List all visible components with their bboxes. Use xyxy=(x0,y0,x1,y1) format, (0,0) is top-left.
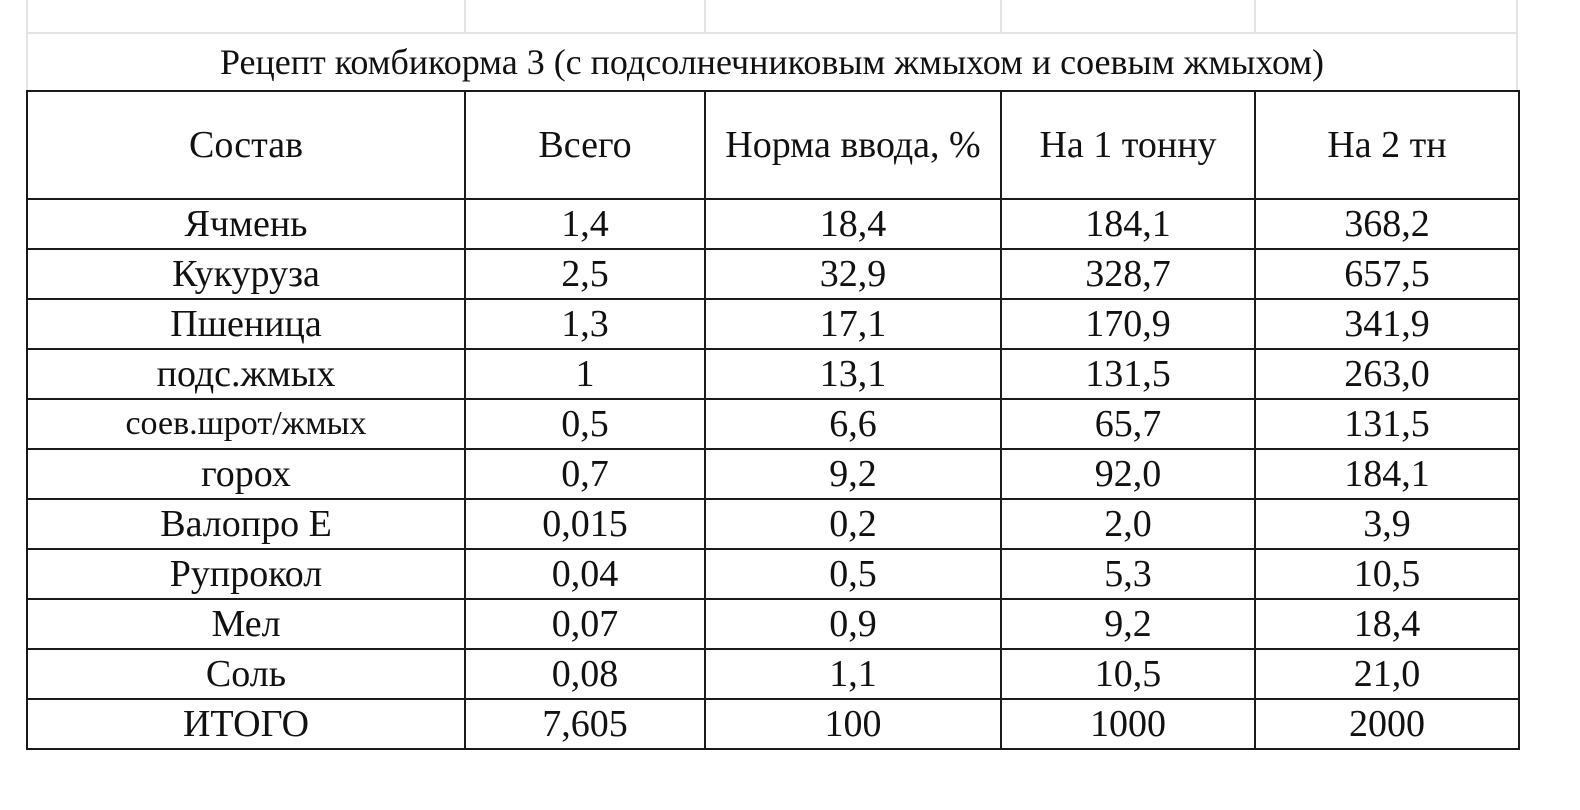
column-header-composition[interactable]: Состав xyxy=(27,91,465,199)
column-header-per-tonne[interactable]: На 1 тонну xyxy=(1001,91,1255,199)
cell-ingredient[interactable]: Валопро Е xyxy=(27,499,465,549)
cell-rate[interactable]: 0,9 xyxy=(705,599,1001,649)
table-title[interactable]: Рецепт комбикорма 3 (с подсолнечниковым жмыхом и соевым жмыхом) xyxy=(26,34,1518,90)
cell-per-tonne[interactable]: 92,0 xyxy=(1001,449,1255,499)
cell-ingredient[interactable]: Соль xyxy=(27,649,465,699)
cell-total[interactable]: 1,4 xyxy=(465,199,705,249)
cell-per-tonne[interactable]: 5,3 xyxy=(1001,549,1255,599)
recipe-table xyxy=(26,90,1520,750)
cell-rate[interactable]: 18,4 xyxy=(705,199,1001,249)
table-row xyxy=(27,549,1519,599)
empty-row xyxy=(26,0,1518,34)
table-row xyxy=(27,599,1519,649)
cell-per-2-tonnes[interactable]: 341,9 xyxy=(1255,299,1519,349)
cell-per-2-tonnes[interactable]: 3,9 xyxy=(1255,499,1519,549)
cell-per-tonne[interactable]: 65,7 xyxy=(1001,399,1255,449)
spreadsheet xyxy=(26,0,1518,750)
cell-per-tonne[interactable]: 131,5 xyxy=(1001,349,1255,399)
cell-per-tonne[interactable]: 328,7 xyxy=(1001,249,1255,299)
cell-per-2-tonnes[interactable]: 21,0 xyxy=(1255,649,1519,699)
cell-ingredient[interactable]: Кукуруза xyxy=(27,249,465,299)
cell-total[interactable]: 0,015 xyxy=(465,499,705,549)
cell-total[interactable]: 7,605 xyxy=(465,699,705,749)
table-row xyxy=(27,449,1519,499)
cell-per-2-tonnes[interactable]: 184,1 xyxy=(1255,449,1519,499)
empty-cell[interactable] xyxy=(1002,0,1256,32)
column-header-rate[interactable]: Норма ввода, % xyxy=(705,91,1001,199)
cell-rate[interactable]: 9,2 xyxy=(705,449,1001,499)
cell-rate[interactable]: 1,1 xyxy=(705,649,1001,699)
cell-per-2-tonnes[interactable]: 368,2 xyxy=(1255,199,1519,249)
table-row xyxy=(27,349,1519,399)
cell-total[interactable]: 1 xyxy=(465,349,705,399)
cell-per-tonne[interactable]: 170,9 xyxy=(1001,299,1255,349)
cell-total[interactable]: 0,07 xyxy=(465,599,705,649)
cell-per-2-tonnes[interactable]: 10,5 xyxy=(1255,549,1519,599)
cell-total[interactable]: 1,3 xyxy=(465,299,705,349)
cell-ingredient[interactable]: горох xyxy=(27,449,465,499)
empty-cell[interactable] xyxy=(1256,0,1520,32)
cell-per-tonne[interactable]: 2,0 xyxy=(1001,499,1255,549)
cell-total[interactable]: 0,04 xyxy=(465,549,705,599)
cell-ingredient[interactable]: Пшеница xyxy=(27,299,465,349)
cell-rate[interactable]: 32,9 xyxy=(705,249,1001,299)
cell-per-tonne[interactable]: 9,2 xyxy=(1001,599,1255,649)
table-row xyxy=(27,399,1519,449)
cell-ingredient[interactable]: подс.жмых xyxy=(27,349,465,399)
cell-ingredient[interactable]: Ячмень xyxy=(27,199,465,249)
column-header-total[interactable]: Всего xyxy=(465,91,705,199)
cell-rate[interactable]: 0,2 xyxy=(705,499,1001,549)
cell-rate[interactable]: 0,5 xyxy=(705,549,1001,599)
empty-cell[interactable] xyxy=(706,0,1002,32)
total-row xyxy=(27,699,1519,749)
table-row xyxy=(27,249,1519,299)
cell-rate[interactable]: 17,1 xyxy=(705,299,1001,349)
table-row xyxy=(27,649,1519,699)
cell-per-tonne[interactable]: 1000 xyxy=(1001,699,1255,749)
cell-ingredient[interactable]: Мел xyxy=(27,599,465,649)
cell-per-2-tonnes[interactable]: 657,5 xyxy=(1255,249,1519,299)
cell-per-2-tonnes[interactable]: 263,0 xyxy=(1255,349,1519,399)
cell-ingredient[interactable]: Рупрокол xyxy=(27,549,465,599)
cell-ingredient[interactable]: ИТОГО xyxy=(27,699,465,749)
cell-ingredient[interactable]: соев.шрот/жмых xyxy=(27,399,465,449)
cell-per-2-tonnes[interactable]: 131,5 xyxy=(1255,399,1519,449)
cell-per-2-tonnes[interactable]: 2000 xyxy=(1255,699,1519,749)
cell-total[interactable]: 0,5 xyxy=(465,399,705,449)
cell-rate[interactable]: 13,1 xyxy=(705,349,1001,399)
cell-total[interactable]: 2,5 xyxy=(465,249,705,299)
column-header-per-2-tonnes[interactable]: На 2 тн xyxy=(1255,91,1519,199)
cell-per-tonne[interactable]: 184,1 xyxy=(1001,199,1255,249)
cell-total[interactable]: 0,08 xyxy=(465,649,705,699)
table-row xyxy=(27,499,1519,549)
table-row xyxy=(27,199,1519,249)
cell-per-2-tonnes[interactable]: 18,4 xyxy=(1255,599,1519,649)
table-row xyxy=(27,299,1519,349)
cell-total[interactable]: 0,7 xyxy=(465,449,705,499)
cell-rate[interactable]: 100 xyxy=(705,699,1001,749)
cell-per-tonne[interactable]: 10,5 xyxy=(1001,649,1255,699)
cell-rate[interactable]: 6,6 xyxy=(705,399,1001,449)
empty-cell[interactable] xyxy=(28,0,466,32)
header-row xyxy=(27,91,1519,199)
empty-cell[interactable] xyxy=(466,0,706,32)
